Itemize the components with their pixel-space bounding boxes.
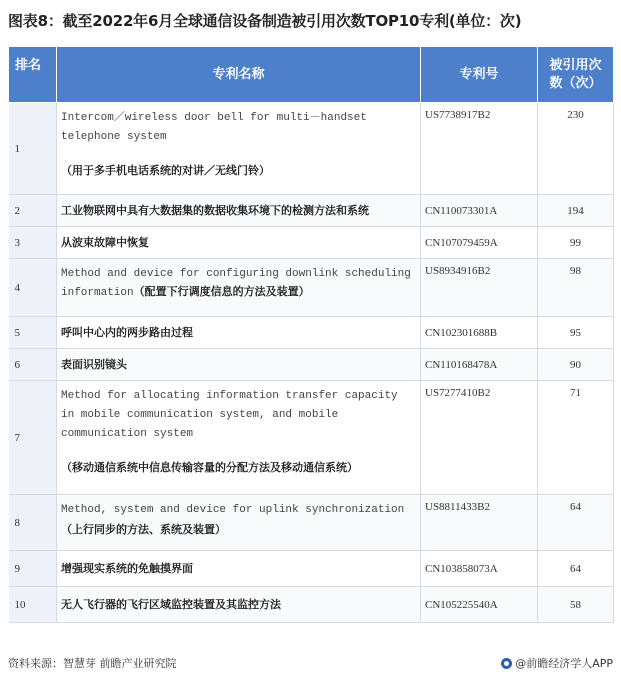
header-count bbox=[538, 47, 614, 103]
brand-logo-icon bbox=[501, 658, 512, 669]
count-cell: 95 bbox=[538, 317, 614, 349]
count-cell: 64 bbox=[538, 495, 614, 551]
name-cell bbox=[57, 495, 421, 551]
name-cell bbox=[57, 551, 421, 587]
table-row bbox=[9, 551, 614, 587]
count-cell: 230 bbox=[538, 103, 614, 195]
name-en bbox=[61, 265, 416, 303]
rank-cell: 1 bbox=[9, 103, 57, 195]
rank-cell: 5 bbox=[9, 317, 57, 349]
header-rank: 排名 bbox=[9, 47, 57, 103]
name-cn: 呼叫中心内的两步路由过程 bbox=[61, 326, 193, 339]
name-cn: （用于多手机电话系统的对讲／无线门铃） bbox=[61, 164, 270, 177]
source-note: 资料来源：智慧芽 前瞻产业研究院 bbox=[8, 657, 177, 670]
name-cell bbox=[57, 317, 421, 349]
table-row bbox=[9, 259, 614, 317]
patent-number-cell: US7738917B2 bbox=[421, 103, 538, 195]
name-cn: （上行同步的方法、系统及装置） bbox=[61, 523, 226, 536]
rank-cell: 4 bbox=[9, 259, 57, 317]
patent-number-cell: CN105225540A bbox=[421, 587, 538, 623]
brand-credit bbox=[501, 655, 613, 671]
name-cell bbox=[57, 195, 421, 227]
name-cell bbox=[57, 381, 421, 495]
header-number: 专利号 bbox=[421, 47, 538, 103]
count-cell: 71 bbox=[538, 381, 614, 495]
rank-cell: 3 bbox=[9, 227, 57, 259]
table-row bbox=[9, 195, 614, 227]
name-en: Intercom／wireless door bell for multi－handset telephone system bbox=[61, 112, 367, 143]
count-cell: 58 bbox=[538, 587, 614, 623]
name-en: Method for allocating information transfer capacity in mobile communication system, and mobile communication system bbox=[61, 390, 398, 440]
name-cn: 增强现实系统的免触摸界面 bbox=[61, 562, 193, 575]
patent-number-cell: US8934916B2 bbox=[421, 259, 538, 317]
name-cn: 从波束故障中恢复 bbox=[61, 236, 149, 249]
table-header-row bbox=[9, 47, 614, 103]
rank-cell: 9 bbox=[9, 551, 57, 587]
patent-number-cell: CN102301688B bbox=[421, 317, 538, 349]
header-count-line1: 被引用次 bbox=[549, 57, 602, 73]
patent-number-cell: US8811433B2 bbox=[421, 495, 538, 551]
table-row bbox=[9, 349, 614, 381]
rank-cell: 7 bbox=[9, 381, 57, 495]
name-en: Method, system and device for uplink synchronization bbox=[61, 504, 405, 516]
name-cell bbox=[57, 103, 421, 195]
name-cell bbox=[57, 349, 421, 381]
rank-cell: 8 bbox=[9, 495, 57, 551]
table-row bbox=[9, 381, 614, 495]
rank-cell: 2 bbox=[9, 195, 57, 227]
table-row bbox=[9, 587, 614, 623]
table-row bbox=[9, 103, 614, 195]
chart-title: 图表8：截至2022年6月全球通信设备制造被引用次数TOP10专利(单位：次) bbox=[8, 12, 522, 30]
name-cn: （移动通信系统中信息传输容量的分配方法及移动通信系统） bbox=[61, 461, 358, 474]
patent-table bbox=[8, 46, 614, 623]
patent-number-cell: US7277410B2 bbox=[421, 381, 538, 495]
rank-cell: 6 bbox=[9, 349, 57, 381]
brand-text: @前瞻经济学人APP bbox=[515, 657, 613, 670]
name-cn: 无人飞行器的飞行区域监控装置及其监控方法 bbox=[61, 598, 281, 611]
count-cell: 99 bbox=[538, 227, 614, 259]
name-cn: 工业物联网中具有大数据集的数据收集环境下的检测方法和系统 bbox=[61, 204, 369, 217]
count-cell: 90 bbox=[538, 349, 614, 381]
rank-cell: 10 bbox=[9, 587, 57, 623]
patent-number-cell: CN107079459A bbox=[421, 227, 538, 259]
name-cn: （配置下行调度信息的方法及装置） bbox=[133, 287, 310, 299]
name-cell bbox=[57, 259, 421, 317]
patent-number-cell: CN103858073A bbox=[421, 551, 538, 587]
name-cell bbox=[57, 587, 421, 623]
name-cn: 表面识别镜头 bbox=[61, 358, 127, 371]
count-cell: 194 bbox=[538, 195, 614, 227]
name-cell bbox=[57, 227, 421, 259]
count-cell: 98 bbox=[538, 259, 614, 317]
patent-number-cell: CN110168478A bbox=[421, 349, 538, 381]
name-en-text: Method and device for configuring downlink scheduling information bbox=[61, 268, 411, 299]
table-row bbox=[9, 227, 614, 259]
header-count-line2: 数（次） bbox=[549, 75, 602, 91]
header-name: 专利名称 bbox=[57, 47, 421, 103]
count-cell: 64 bbox=[538, 551, 614, 587]
patent-number-cell: CN110073301A bbox=[421, 195, 538, 227]
table-row bbox=[9, 317, 614, 349]
table-row bbox=[9, 495, 614, 551]
